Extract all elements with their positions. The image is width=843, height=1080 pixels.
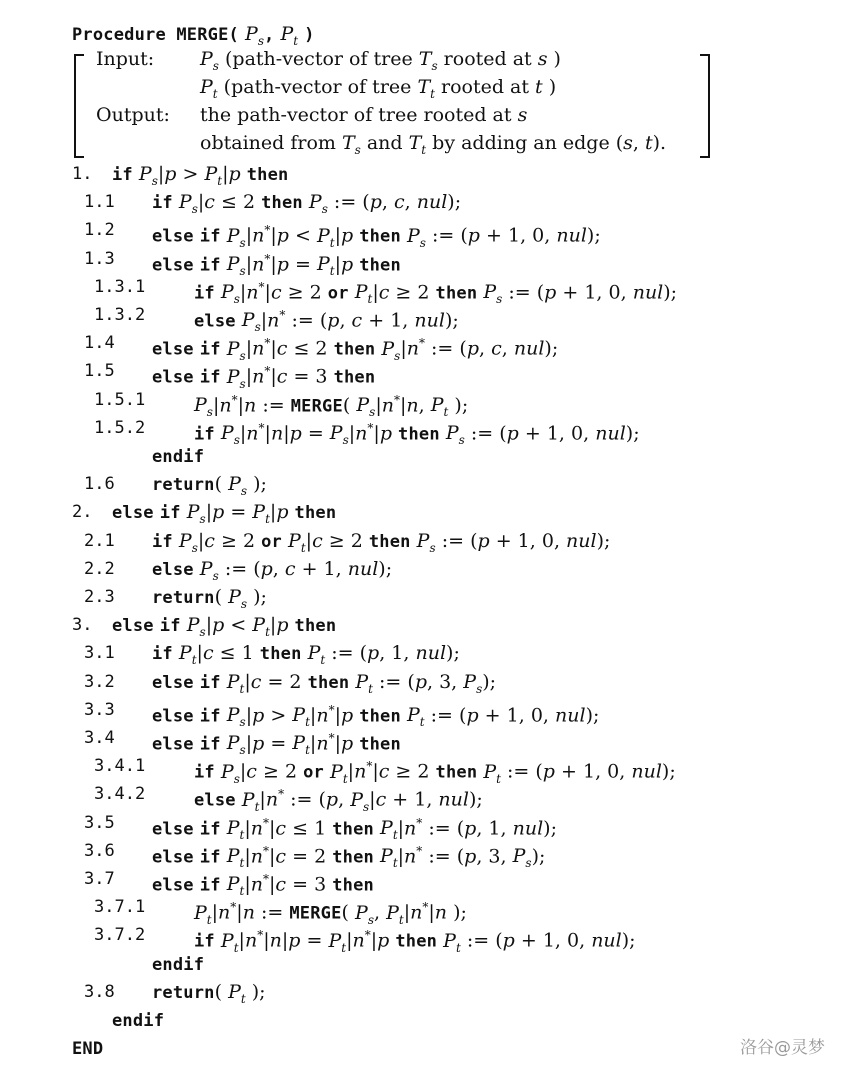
line-code: else if $P_s|p = P_t|p$ then [112, 501, 337, 527]
line-number: 1.3.1 [94, 276, 146, 297]
line-code: else if $P_t|n^*|c \le 1$ then $P_t|n^*$ := (p, 1, nul); [152, 815, 557, 842]
line-number: 3.6 [84, 840, 115, 861]
line-number: 1.6 [84, 474, 115, 495]
line-number: 1.1 [84, 192, 115, 213]
line-number: 3. [72, 615, 93, 636]
line-number: 3.7 [84, 869, 115, 889]
line-number: 1.5.1 [94, 389, 146, 410]
line-number: 1.2 [84, 220, 115, 241]
line-number: 3.7.2 [94, 925, 146, 946]
line-code: else if $P_s|n^*|p = P_t|p$ then [152, 251, 401, 278]
output-label: Output: [96, 104, 170, 126]
line-code: else if $P_s|n^*|p < P_t|p$ then $P_s$ := (p + 1, 0, nul); [152, 223, 601, 250]
line-code: else if $P_t|n^*|c = 3$ then [152, 872, 374, 899]
line-number: 3.4.1 [94, 756, 146, 777]
line-code: endif [112, 1011, 165, 1031]
line-number: 3.2 [84, 671, 115, 692]
line-code: return( $P_s$ ); [152, 473, 267, 498]
line-code: else if $P_s|n^*|c \le 2$ then $P_s|n^*$ := (p, c, nul); [152, 336, 559, 363]
line-code: if $P_s|n^*|c \ge 2$ or $P_t|c \ge 2$ then $P_s$ := (p + 1, 0, nul); [194, 279, 678, 306]
line-code: if $P_s|c \le 2$ then $P_s$ := (p, c, nul); [152, 191, 462, 216]
line-code: else if $P_t|c = 2$ then $P_t$ := (p, 3, $P_s$); [152, 670, 497, 696]
output-line-2: obtained from $T_s$ and $T_t$ by adding an edge (s, t). [200, 132, 667, 157]
line-number: 3.3 [84, 699, 115, 720]
line-code: if $P_t|n^*|n|p = P_t|n^*|p$ then $P_t$ := (p + 1, 0, nul); [194, 928, 636, 955]
line-number: 1.5.2 [94, 417, 146, 438]
line-code: if $P_s|c \ge 2$ or $P_t|c \ge 2$ then $P_s$ := (p + 1, 0, nul); [152, 529, 611, 555]
line-code: if $P_s|n^*|n|p = P_s|n^*|p$ then $P_s$ := (p + 1, 0, nul); [194, 420, 640, 447]
line-number: 1.3 [84, 248, 115, 269]
line-number: 2.1 [84, 530, 115, 551]
input-label: Input: [96, 48, 155, 70]
procedure-header-text: Procedure MERGE( $P_s$, $P_t$ ) [72, 23, 315, 48]
line-number: 3.5 [84, 812, 115, 833]
line-code: else $P_t|n^*$ := (p, $P_s|c + 1$, nul); [194, 787, 483, 814]
line-number: 3.4.2 [94, 784, 146, 805]
line-number: 3.8 [84, 981, 115, 1002]
line-code: $P_t|n^*|n$ := MERGE( $P_s$, $P_t|n^*|n$ ); [194, 900, 467, 927]
line-code: if $P_s|p > P_t|p$ then [112, 163, 289, 188]
line-number: 1.5 [84, 361, 115, 382]
line-code: else if $P_t|n^*|c = 2$ then $P_t|n^*$ := (p, 3, $P_s$); [152, 843, 546, 870]
line-code: else if $P_s|n^*|c = 3$ then [152, 364, 376, 391]
line-code: return( $P_s$ ); [152, 586, 267, 611]
line-code: if $P_s|c \ge 2$ or $P_t|n^*|c \ge 2$ then $P_t$ := (p + 1, 0, nul); [194, 759, 676, 786]
line-code: return( $P_t$ ); [152, 980, 266, 1006]
line-number: 2.3 [84, 587, 115, 607]
line-code: else if $P_s|p > P_t|n^*|p$ then $P_t$ := (p + 1, 0, nul); [152, 702, 600, 729]
line-number: 2.2 [84, 558, 115, 579]
line-code: else $P_s$ := (p, c + 1, nul); [152, 557, 393, 583]
input-line-1: $P_s$ (path-vector of tree $T_s$ rooted at s ) [200, 48, 561, 73]
watermark: 洛谷@灵梦 [740, 1038, 825, 1058]
line-number: 3.1 [84, 643, 115, 664]
line-code: else $P_s|n^*$ := (p, c + 1, nul); [194, 308, 459, 335]
line-code: if $P_t|c \le 1$ then $P_t$ := (p, 1, nul); [152, 642, 460, 668]
line-code: $P_s|n^*|n$ := MERGE( $P_s|n^*|n$, $P_t$ ); [194, 392, 469, 419]
procedure-keyword: Procedure MERGE( [72, 25, 239, 45]
line-number: 3.4 [84, 728, 115, 748]
line-code: endif [152, 954, 205, 975]
io-right-bracket [700, 54, 710, 158]
line-number: 1.3.2 [94, 305, 146, 325]
line-number: 1. [72, 164, 93, 184]
line-code: else if $P_s|p < P_t|p$ then [112, 614, 337, 639]
line-number: 1.4 [84, 333, 115, 354]
line-number: 3.7.1 [94, 897, 146, 918]
line-code: else if $P_s|p = P_t|n^*|p$ then [152, 731, 401, 758]
output-line-1: the path-vector of tree rooted at s [200, 104, 528, 126]
io-left-bracket [74, 54, 84, 158]
input-line-2: $P_t$ (path-vector of tree $T_t$ rooted at t ) [200, 76, 557, 101]
line-number: 2. [72, 502, 93, 523]
line-code: endif [152, 447, 205, 467]
end-keyword: END [72, 1039, 104, 1059]
